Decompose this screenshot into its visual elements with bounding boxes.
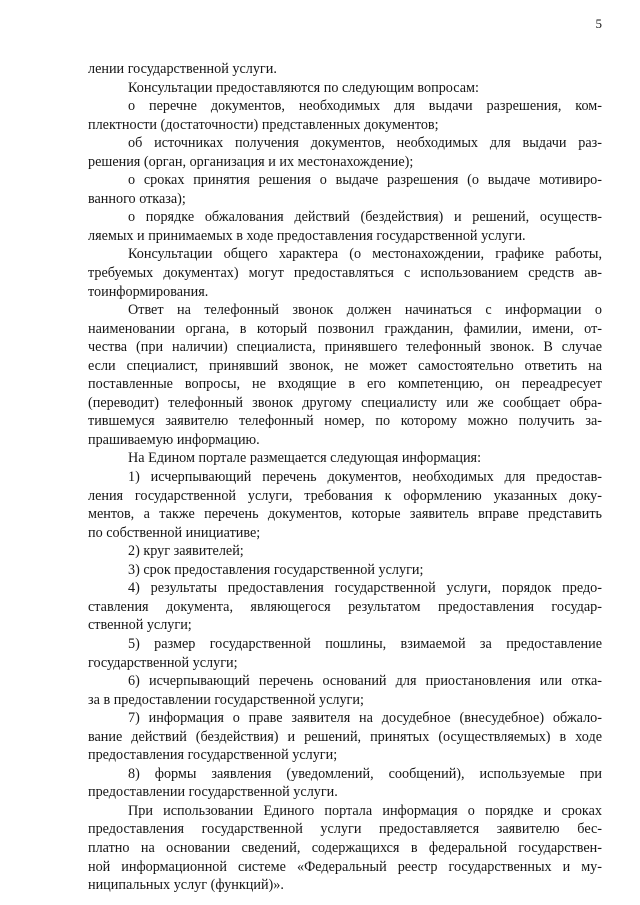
- text-line: чества (при наличии) специалиста, принявшего телефонный звонок. В случае: [88, 339, 602, 356]
- text-line: 5) размер государственной пошлины, взимаемой за предоставление: [128, 635, 602, 652]
- text-line: о сроках принятия решения о выдаче разрешения (о выдаче мотивиро-: [128, 172, 602, 189]
- text-line: поставленные вопросы, не входящие в его компетенцию, он переадресует: [88, 376, 602, 393]
- text-line: государственной услуги;: [88, 654, 238, 671]
- text-line: 1) исчерпывающий перечень документов, необходимых для предостав-: [128, 469, 602, 486]
- text-line: 6) исчерпывающий перечень оснований для приостановления или отка-: [128, 673, 602, 690]
- text-line: тившемуся заявителю телефонный номер, по которому можно получить за-: [88, 413, 602, 430]
- text-line: если специалист, принявший звонок, не может самостоятельно ответить на: [88, 357, 602, 374]
- text-line: по собственной инициативе;: [88, 524, 261, 541]
- text-line: ниципальных услуг (функций)».: [88, 877, 284, 894]
- text-line: На Едином портале размещается следующая информация:: [128, 450, 482, 467]
- text-line: 2) круг заявителей;: [128, 543, 244, 560]
- text-line: ставления документа, являющегося результатом предоставления государ-: [88, 598, 602, 615]
- text-line: вание действий (бездействия) и решений, принятых (осуществляемых) в ходе: [88, 728, 602, 745]
- text-line: требуемых документах) могут предоставляться с использованием средств ав-: [88, 265, 602, 282]
- text-line: Консультации общего характера (о местонахождении, графике работы,: [128, 246, 602, 263]
- text-line: 3) срок предоставления государственной услуги;: [128, 561, 424, 578]
- text-line: предоставления государственной услуги;: [88, 747, 338, 764]
- text-line: плектности (достаточности) представленных документов;: [88, 116, 439, 133]
- text-line: за в предоставлении государственной услуги;: [88, 691, 364, 708]
- text-line: о перечне документов, необходимых для выдачи разрешения, ком-: [128, 98, 602, 115]
- text-line: о порядке обжалования действий (бездействия) и решений, осуществ-: [128, 209, 602, 226]
- text-line: ления государственной услуги, требования к оформлению указанных доку-: [88, 487, 602, 504]
- text-line: решения (орган, организация и их местонахождение);: [88, 153, 414, 170]
- text-line: ляемых и принимаемых в ходе предоставления государственной услуги.: [88, 227, 526, 244]
- text-line: предоставления государственной услуги предоставляется заявителю бес-: [88, 821, 602, 838]
- text-line: Консультации предоставляются по следующим вопросам:: [128, 79, 479, 96]
- text-line: 8) формы заявления (уведомлений, сообщений), используемые при: [128, 765, 602, 782]
- text-line: Ответ на телефонный звонок должен начинаться с информации о: [128, 302, 602, 319]
- page-number: 5: [595, 16, 602, 31]
- text-line: ментов, а также перечень документов, которые заявитель вправе представить: [88, 506, 602, 523]
- text-line: лении государственной услуги.: [88, 61, 277, 77]
- text-line: (переводит) телефонный звонок другому специалисту или же сообщает обра-: [88, 394, 602, 411]
- text-line: ственной услуги;: [88, 617, 192, 634]
- text-line: 7) информация о праве заявителя на досудебное (внесудебное) обжало-: [128, 710, 602, 727]
- text-line: ванного отказа);: [88, 190, 186, 207]
- text-line: 4) результаты предоставления государственной услуги, порядок предо-: [128, 580, 602, 597]
- text-line: При использовании Единого портала информация о порядке и сроках: [128, 802, 602, 819]
- body-text: [88, 60, 602, 895]
- text-line: об источниках получения документов, необходимых для выдачи раз-: [128, 135, 602, 152]
- text-line: ной информационной системе «Федеральный реестр государственных и му-: [88, 858, 602, 875]
- text-line: прашиваемую информацию.: [88, 431, 260, 448]
- text-line: предоставлении государственной услуги.: [88, 784, 338, 801]
- text-line: наименовании органа, в который позвонил гражданин, фамилии, имени, от-: [88, 320, 602, 337]
- text-line: платно на основании сведений, содержащихся в федеральной государствен-: [88, 839, 602, 856]
- text-line: тоинформирования.: [88, 283, 209, 300]
